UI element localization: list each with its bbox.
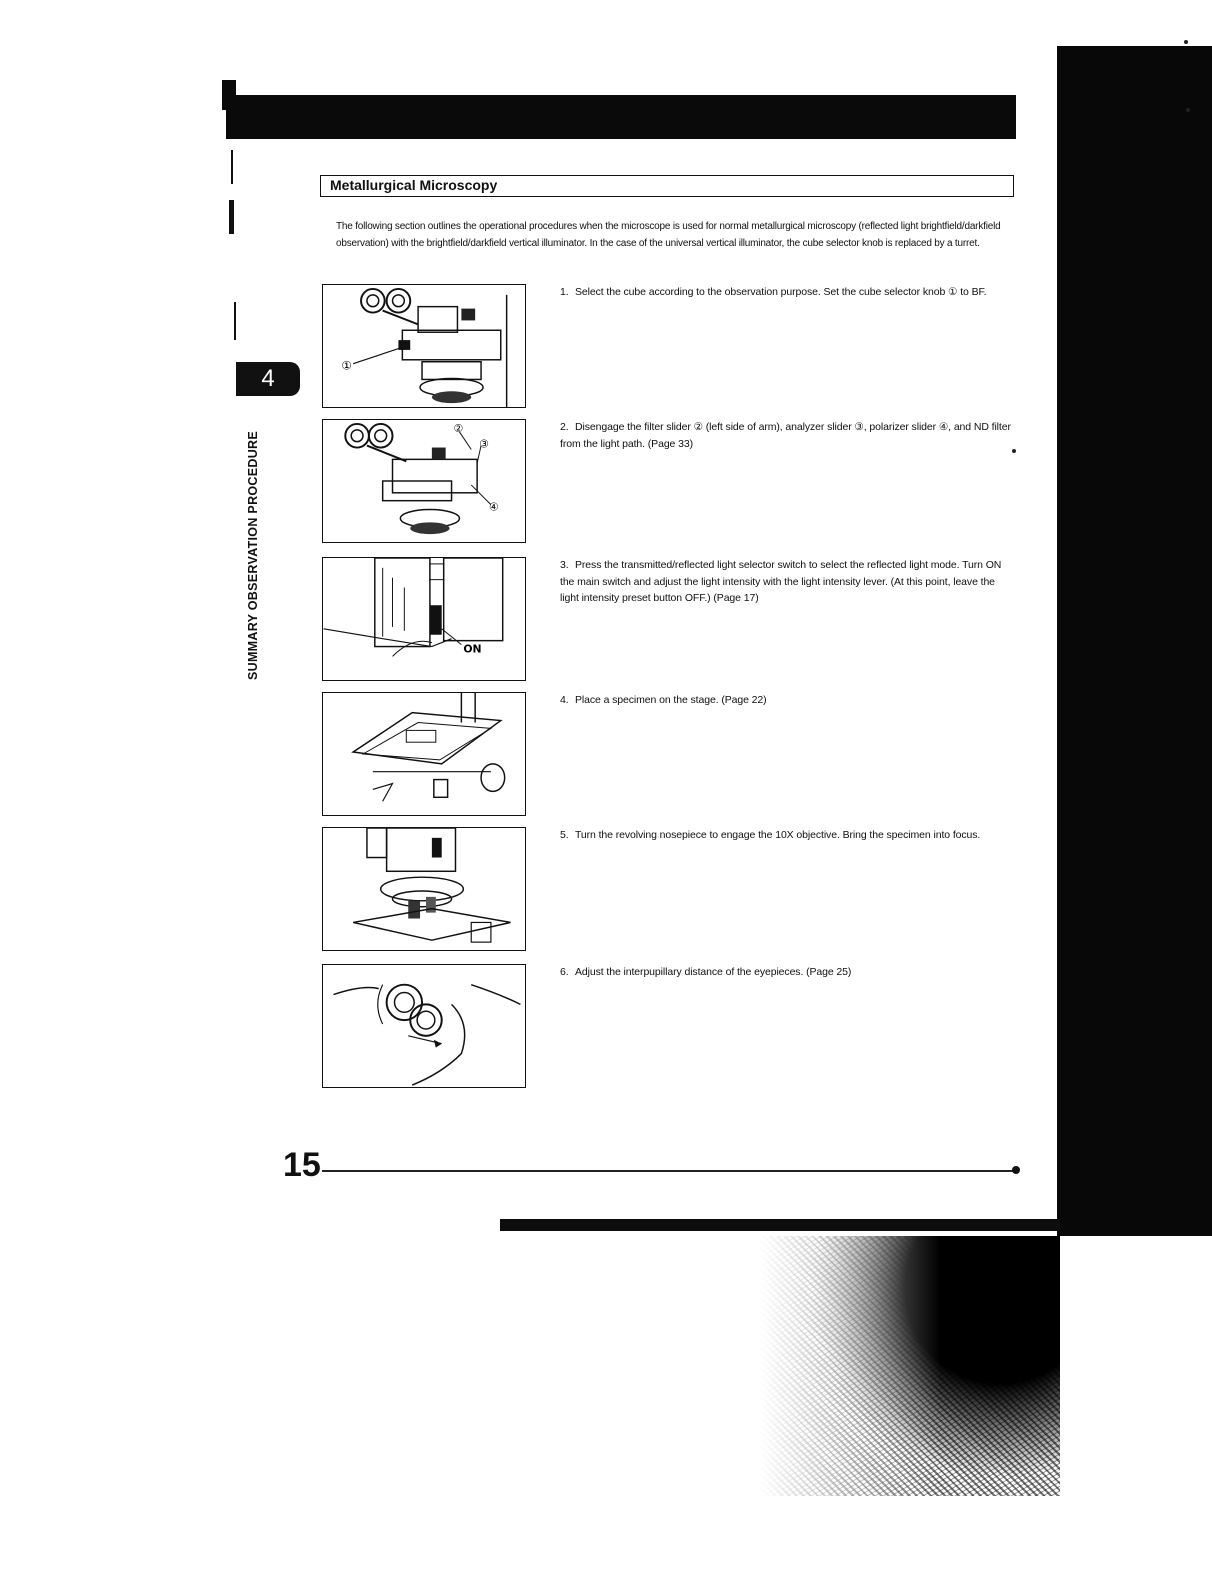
header-bar bbox=[226, 95, 1016, 139]
step-3-text: Press the transmitted/reflected light selector switch to select the reflected light mode. Turn ON the main switch and adjust the light intensity with the light intensity lever. (At this point, leave the light intensity preset button OFF.) (Page 17) bbox=[560, 559, 1002, 604]
step-1-number: 1. bbox=[560, 286, 569, 298]
scan-noise bbox=[760, 1236, 1060, 1496]
figure-step-3 bbox=[322, 557, 526, 681]
step-5-text: Turn the revolving nosepiece to engage the 10X objective. Bring the specimen into focus. bbox=[575, 829, 981, 841]
margin-mark bbox=[234, 302, 236, 340]
step-6-text: Adjust the interpupillary distance of the eyepieces. (Page 25) bbox=[575, 966, 852, 978]
step-3 bbox=[560, 557, 1012, 607]
stage-illustration bbox=[323, 693, 525, 815]
chapter-tab: 4 bbox=[236, 362, 300, 396]
main-switch-illustration bbox=[323, 558, 525, 680]
microscope-sliders-illustration bbox=[323, 420, 525, 542]
eyepiece-adjustment-illustration bbox=[323, 965, 525, 1087]
microscope-head-illustration bbox=[323, 285, 525, 407]
intro-paragraph: The following section outlines the operational procedures when the microscope is used for normal metallurgical microscopy (reflected light brightfield/darkfield observation) with the brightfield/darkfield vertical illuminator. In the case of the universal vertical illuminator, the cube selector knob is replaced by a turret. bbox=[336, 221, 1001, 249]
margin-mark bbox=[231, 150, 233, 184]
step-4-text: Place a specimen on the stage. (Page 22) bbox=[575, 694, 767, 706]
callout-3-label: ③ bbox=[479, 437, 489, 451]
callout-4-label: ④ bbox=[488, 500, 499, 514]
figure-step-1 bbox=[322, 284, 526, 408]
scan-speck bbox=[1012, 449, 1016, 453]
step-4 bbox=[560, 692, 1012, 709]
nosepiece-illustration bbox=[323, 828, 525, 950]
side-chapter-label: SUMMARY OBSERVATION PROCEDURE bbox=[246, 430, 260, 680]
step-5-number: 5. bbox=[560, 829, 569, 841]
section-title: Metallurgical Microscopy bbox=[330, 177, 498, 193]
step-1-text: Select the cube according to the observation purpose. Set the cube selector knob ① to BF. bbox=[575, 286, 987, 298]
step-2-text: Disengage the filter slider ② (left side of arm), analyzer slider ③, polarizer slider ④, and ND filter from the light path. (Page 33) bbox=[560, 421, 1011, 450]
figure-step-5 bbox=[322, 827, 526, 951]
scan-speck bbox=[1186, 108, 1190, 112]
callout-1-label: ① bbox=[341, 358, 352, 373]
step-4-number: 4. bbox=[560, 694, 569, 706]
scan-speck bbox=[1184, 40, 1188, 44]
scan-edge-shadow bbox=[1057, 46, 1212, 1236]
step-5 bbox=[560, 827, 1012, 844]
figure-step-4 bbox=[322, 692, 526, 816]
footer-dot bbox=[1012, 1166, 1020, 1174]
step-3-number: 3. bbox=[560, 559, 569, 571]
step-2-number: 2. bbox=[560, 421, 569, 433]
scan-bottom-shadow bbox=[500, 1219, 1060, 1231]
figure-step-6 bbox=[322, 964, 526, 1088]
step-2 bbox=[560, 419, 1012, 452]
callout-2-label: ② bbox=[453, 421, 464, 435]
step-1 bbox=[560, 284, 1012, 301]
page-number: 15 bbox=[283, 1146, 321, 1184]
step-6-number: 6. bbox=[560, 966, 569, 978]
on-label: ON bbox=[463, 642, 482, 656]
footer-rule bbox=[322, 1170, 1016, 1172]
margin-mark bbox=[229, 200, 234, 234]
step-6 bbox=[560, 964, 1012, 981]
figure-step-2 bbox=[322, 419, 526, 543]
